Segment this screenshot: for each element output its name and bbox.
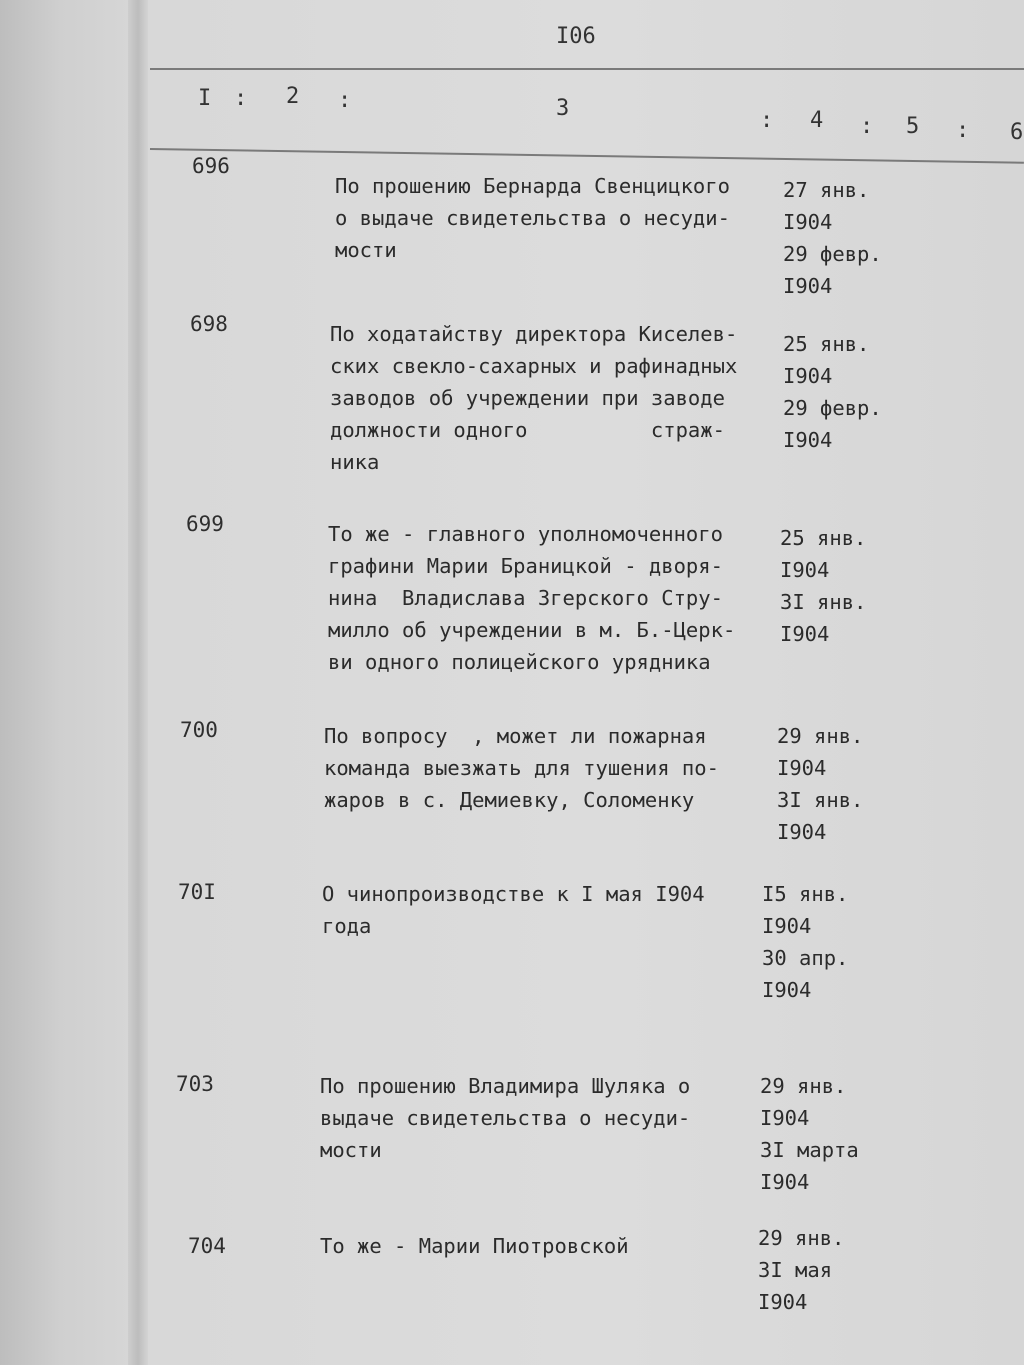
entry-number: 698	[190, 312, 228, 336]
entry-dates: 29 янв. I904 3I янв. I904	[777, 724, 864, 844]
entry-number: 699	[186, 512, 224, 536]
header-col-4: 4	[810, 108, 824, 133]
entry-dates: 27 янв. I904 29 февр. I904	[783, 178, 882, 298]
header-col-3: 3	[556, 96, 570, 121]
entry-description: По вопросу , может ли пожарная команда выезжать для тушения по- жаров в с. Демиевку, Соломенку	[324, 724, 719, 812]
header-sep-5: :	[956, 118, 970, 143]
header-top-rule	[150, 68, 1024, 70]
entry-dates: I5 янв. I904 30 апр. I904	[762, 882, 849, 1002]
entry-description: О чинопроизводстве к I мая I904 года	[322, 882, 705, 938]
entry-dates: 25 янв. I904 3I янв. I904	[780, 526, 867, 646]
table-header	[150, 68, 1024, 150]
entry-number: 700	[180, 718, 218, 742]
book-spine-shadow	[128, 0, 148, 1365]
entry-number: 703	[176, 1072, 214, 1096]
entry-number: 70I	[178, 880, 216, 904]
entry-description: По прошению Бернарда Свенцицкого о выдаче свидетельства о несуди- мости	[335, 174, 730, 262]
header-sep-4: :	[860, 114, 874, 139]
entry-dates: 29 янв. I904 3I марта I904	[760, 1074, 859, 1194]
header-col-5: 5	[906, 114, 920, 139]
header-col-1: I	[198, 86, 212, 111]
entry-description: То же - Марии Пиотровской	[320, 1234, 629, 1258]
header-bottom-rule	[150, 148, 1024, 164]
page-number: I06	[556, 24, 596, 49]
entry-description: По ходатайству директора Киселев- ских свекло-сахарных и рафинадных заводов об учреждении при заводе должности одного страж- ника	[330, 322, 738, 474]
header-sep-1: :	[234, 86, 248, 111]
entry-number: 704	[188, 1234, 226, 1258]
header-sep-3: :	[760, 108, 774, 133]
entry-number: 696	[192, 154, 230, 178]
entry-description: По прошению Владимира Шуляка о выдаче свидетельства о несуди- мости	[320, 1074, 691, 1162]
header-sep-2: :	[338, 88, 352, 113]
entry-dates: 29 янв. 3I мая I904	[758, 1226, 845, 1314]
header-col-2: 2	[286, 84, 300, 109]
entry-description: То же - главного уполномоченного графини Марии Браницкой - дворя- нина Владислава Згерского Стру- милло об учреждении в м. Б.-Церк- ви одного полицейского урядника	[328, 522, 736, 674]
entry-dates: 25 янв. I904 29 февр. I904	[783, 332, 882, 452]
header-col-6: 6	[1010, 120, 1024, 145]
